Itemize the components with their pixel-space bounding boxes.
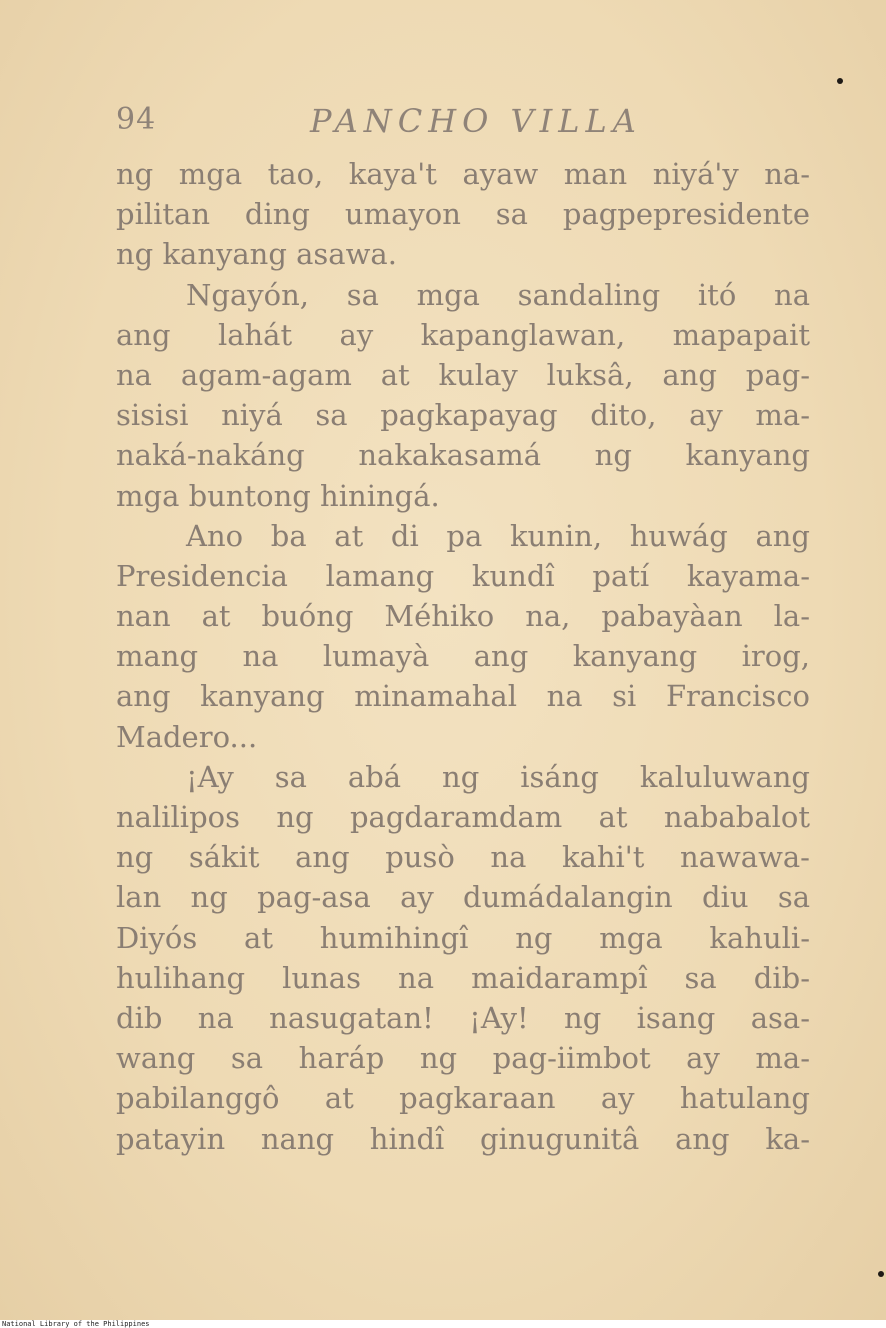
page-number: 94 <box>116 102 157 137</box>
text-line: na agam-agam at kulay luksâ, ang pag- <box>116 357 810 392</box>
running-title: PANCHO VILLA <box>310 102 642 140</box>
text-line: mga buntong hiningá. <box>116 478 440 513</box>
text-line: lan ng pag-asa ay dumádalangin diu sa <box>116 880 810 915</box>
text-line: ng mga tao, kaya't ayaw man niyá'y na- <box>116 157 810 191</box>
text-line: mang na lumayà ang kanyang irog, <box>116 639 810 674</box>
text-line: dib na nasugatan! ¡Ay! ng isang asa- <box>116 1000 810 1035</box>
text-line: wang sa haráp ng pag-iimbot ay ma- <box>116 1041 810 1076</box>
text-line: Diyós at humihingî ng mga kahuli- <box>116 920 810 955</box>
body-text <box>116 154 810 1159</box>
text-line: Ano ba at di pa kunin, huwág ang <box>186 518 810 553</box>
text-line: hulihang lunas na maidarampî sa dib- <box>116 960 810 995</box>
text-line: patayin nang hindî ginugunitâ ang ka- <box>116 1121 810 1156</box>
text-line: ang lahát ay kapanglawan, mapapait <box>116 317 810 352</box>
text-line: ng kanyang asawa. <box>116 237 397 272</box>
dust-speck <box>878 1271 884 1277</box>
text-line: ¡Ay sa abá ng isáng kaluluwang <box>186 759 810 794</box>
text-line: Presidencia lamang kundî patí kayama- <box>116 558 810 593</box>
page-header <box>112 100 812 146</box>
text-line: nan at buóng Méhiko na, pabayàan la- <box>116 599 810 634</box>
text-line: Ngayón, sa mga sandaling itó na <box>186 277 810 312</box>
text-line: ng sákit ang pusò na kahi't nawawa- <box>116 840 810 875</box>
text-line: pilitan ding umayon sa pagpepresidente <box>116 197 810 232</box>
text-line: sisisi niyá sa pagkapayag dito, ay ma- <box>116 398 810 433</box>
text-line: ang kanyang minamahal na si Francisco <box>116 679 810 714</box>
dust-speck <box>837 78 843 84</box>
text-line: pabilanggô at pagkaraan ay hatulang <box>116 1081 810 1116</box>
text-line: Madero... <box>116 719 258 754</box>
library-credit: National Library of the Philippines <box>2 1320 150 1328</box>
text-line: naká-nakáng nakakasamá ng kanyang <box>116 438 810 473</box>
text-line: nalilipos ng pagdaramdam at nababalot <box>116 800 810 834</box>
